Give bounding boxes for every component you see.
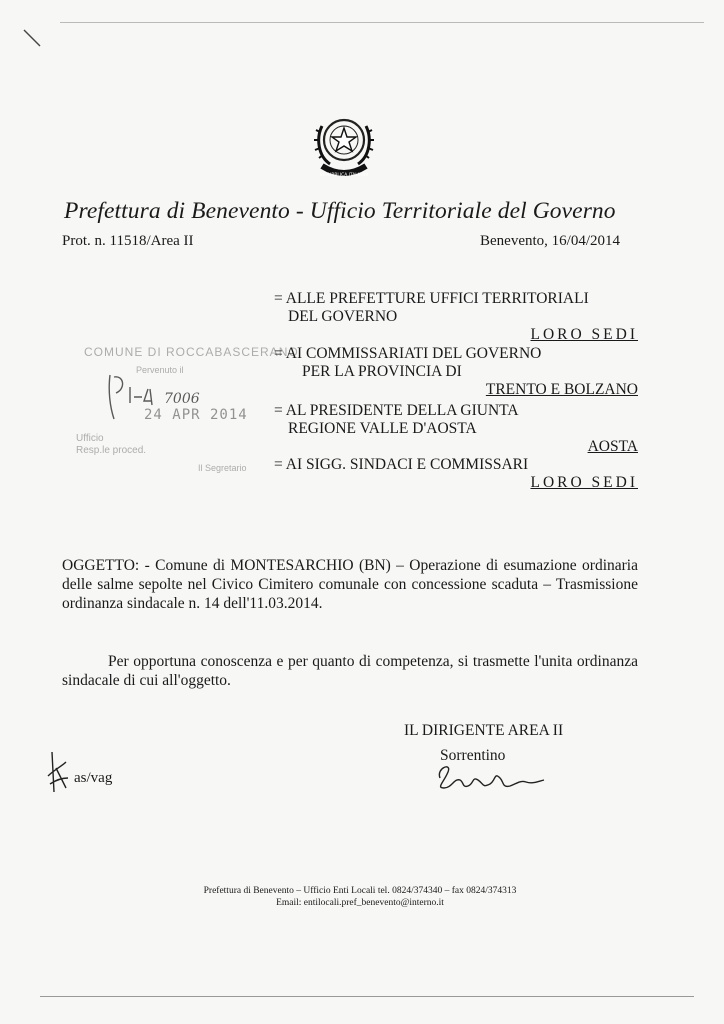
- subject-paragraph: OGGETTO: - Comune di MONTESARCHIO (BN) – Operazione di esumazione ordinaria delle salme sepolte nel Civico Cimitero comunale con concessione scaduta – Trasmissione ordinanza sindacale n. 14 dell'11.03.2014.: [62, 557, 638, 612]
- scan-edge-top: [60, 22, 704, 23]
- addressee-line: REGIONE VALLE D'AOSTA: [288, 420, 477, 437]
- protocol-number: Prot. n. 11518/Area II: [62, 233, 194, 249]
- stamp-office-block: [76, 433, 146, 457]
- signatory-title: IL DIRIGENTE AREA II: [404, 722, 564, 739]
- stamp-secretary: Il Segretario: [198, 463, 247, 473]
- signatory-name: Sorrentino: [440, 747, 506, 764]
- body-paragraph: Per opportuna conoscenza e per quanto di competenza, si trasmette l'unita ordinanza sindacale di cui all'oggetto.: [62, 653, 638, 689]
- addressee-location: LORO SEDI: [530, 326, 638, 343]
- handwritten-number: 7006: [164, 391, 200, 407]
- stamp-received-label: Pervenuto il: [136, 365, 184, 375]
- addressee-commissariats: [274, 345, 638, 399]
- addressee-location: TRENTO E BOLZANO: [485, 381, 638, 398]
- footer-office-phone: Prefettura di Benevento – Ufficio Enti Locali tel. 0824/374340 – fax 0824/374313: [203, 886, 517, 896]
- addressee-regional-president: [274, 402, 638, 456]
- stamp-date: 24 APR 2014: [144, 407, 248, 423]
- addressee-line: = AL PRESIDENTE DELLA GIUNTA: [274, 402, 519, 419]
- addressee-location: AOSTA: [587, 438, 638, 455]
- addressee-mayors: [274, 456, 638, 492]
- footer-email: Email: entilocali.pref_benevento@interno.it: [276, 898, 444, 908]
- addressee-line: = AI COMMISSARIATI DEL GOVERNO: [274, 345, 542, 362]
- emblem-ribbon-text: REPUBBLICA ITALIANA: [319, 173, 369, 178]
- stamp-municipality: COMUNE DI ROCCABASCERANO: [84, 345, 299, 359]
- stamp-office: Ufficio: [76, 433, 104, 444]
- addressee-line: = ALLE PREFETTURE UFFICI TERRITORIALI: [274, 290, 589, 307]
- stamp-proc-manager: Resp.le proced.: [76, 445, 147, 456]
- handwritten-initials-mark: [44, 748, 70, 794]
- receipt-stamp: [70, 345, 299, 495]
- addressee-line: DEL GOVERNO: [288, 308, 398, 325]
- footer-contacts: [150, 885, 570, 909]
- place-date: Benevento, 16/04/2014: [480, 233, 620, 249]
- drafter-initials: as/vag: [74, 770, 113, 786]
- italian-republic-emblem-icon: [308, 106, 380, 184]
- scan-mark-icon: [22, 28, 44, 50]
- handwritten-signature: [434, 758, 554, 794]
- office-heading: Prefettura di Benevento - Ufficio Territoriale del Governo: [64, 198, 616, 224]
- addressee-prefectures: [274, 290, 638, 344]
- scan-edge-bottom: [40, 996, 694, 997]
- addressee-line: = AI SIGG. SINDACI E COMMISSARI: [274, 456, 529, 473]
- addressee-line: PER LA PROVINCIA DI: [302, 363, 462, 380]
- addressee-location: LORO SEDI: [530, 474, 638, 491]
